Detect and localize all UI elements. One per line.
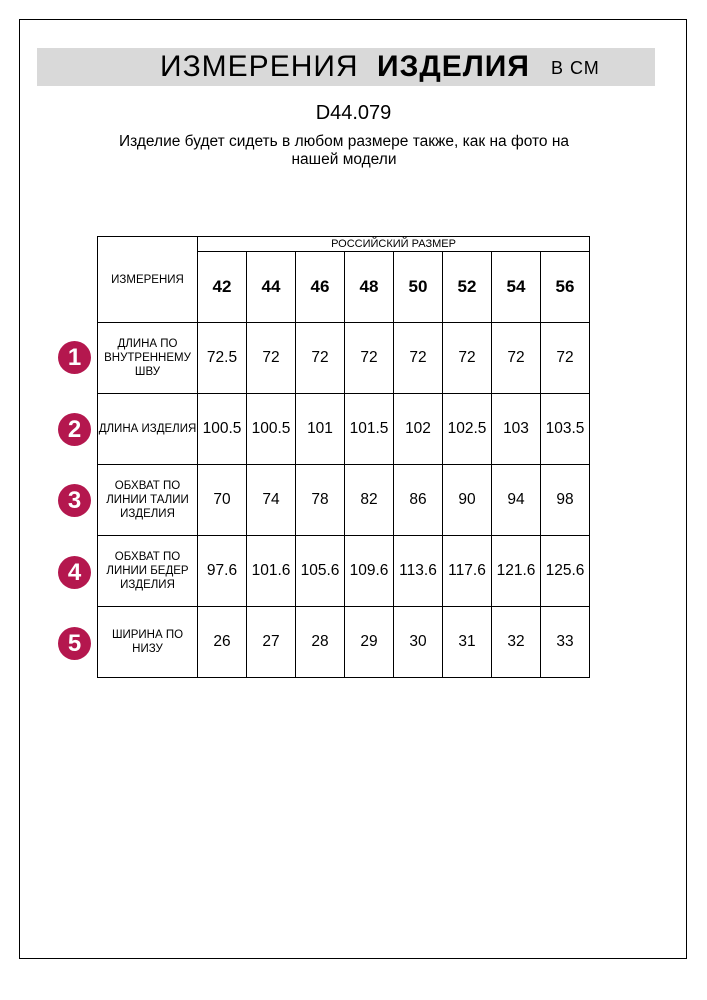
table-cell: 117.6 — [443, 536, 492, 607]
table-row — [98, 323, 590, 394]
table-cell: 98 — [541, 465, 590, 536]
title-unit: В СМ — [551, 58, 600, 78]
size-header: 48 — [345, 252, 394, 323]
table-cell: 100.5 — [198, 394, 247, 465]
row-number-badge: 4 — [58, 556, 91, 589]
table-cell: 70 — [198, 465, 247, 536]
row-number-badge: 3 — [58, 484, 91, 517]
size-header: 56 — [541, 252, 590, 323]
table-cell: 86 — [394, 465, 443, 536]
table-cell: 72.5 — [198, 323, 247, 394]
row-label: ОБХВАТ ПО ЛИНИИ ТАЛИИ ИЗДЕЛИЯ — [98, 465, 198, 536]
measure-header: ИЗМЕРЕНИЯ — [98, 237, 198, 323]
row-number-badge: 5 — [58, 627, 91, 660]
row-number-badge: 1 — [58, 341, 91, 374]
size-header: 50 — [394, 252, 443, 323]
size-header: 54 — [492, 252, 541, 323]
table-cell: 82 — [345, 465, 394, 536]
title-measurements: ИЗМЕРЕНИЯ — [160, 50, 359, 83]
table-cell: 90 — [443, 465, 492, 536]
table-cell: 72 — [394, 323, 443, 394]
table-cell: 105.6 — [296, 536, 345, 607]
table-cell: 72 — [345, 323, 394, 394]
table-cell: 78 — [296, 465, 345, 536]
table-cell: 101.5 — [345, 394, 394, 465]
table-cell: 100.5 — [247, 394, 296, 465]
table-cell: 74 — [247, 465, 296, 536]
table-cell: 32 — [492, 607, 541, 678]
product-code: D44.079 — [315, 102, 392, 124]
row-label: ШИРИНА ПО НИЗУ — [98, 607, 198, 678]
size-header: 44 — [247, 252, 296, 323]
table-cell: 27 — [247, 607, 296, 678]
table-cell: 102.5 — [443, 394, 492, 465]
size-header: 46 — [296, 252, 345, 323]
table-row — [98, 536, 590, 607]
row-number-badge: 2 — [58, 413, 91, 446]
table-cell: 102 — [394, 394, 443, 465]
table-row — [98, 465, 590, 536]
size-header: 42 — [198, 252, 247, 323]
table-cell: 72 — [247, 323, 296, 394]
fit-note: Изделие будет сидеть в любом размере также, как на фото на нашей модели — [118, 133, 570, 168]
row-label: ОБХВАТ ПО ЛИНИИ БЕДЕР ИЗДЕЛИЯ — [98, 536, 198, 607]
table-cell: 121.6 — [492, 536, 541, 607]
table-cell: 72 — [443, 323, 492, 394]
table-cell: 101 — [296, 394, 345, 465]
title-product: ИЗДЕЛИЯ — [377, 50, 530, 83]
size-system-header: РОССИЙСКИЙ РАЗМЕР — [198, 237, 590, 252]
table-cell: 125.6 — [541, 536, 590, 607]
table-cell: 101.6 — [247, 536, 296, 607]
row-label: ДЛИНА ИЗДЕЛИЯ — [98, 394, 198, 465]
table-row — [98, 607, 590, 678]
table-cell: 31 — [443, 607, 492, 678]
table-cell: 97.6 — [198, 536, 247, 607]
table-cell: 30 — [394, 607, 443, 678]
size-table — [97, 236, 590, 678]
table-cell: 28 — [296, 607, 345, 678]
table-header-row — [98, 237, 590, 252]
table-cell: 103 — [492, 394, 541, 465]
table-row — [98, 394, 590, 465]
table-cell: 72 — [492, 323, 541, 394]
row-label: ДЛИНА ПО ВНУТРЕННЕМУ ШВУ — [98, 323, 198, 394]
table-cell: 113.6 — [394, 536, 443, 607]
table-cell: 103.5 — [541, 394, 590, 465]
table-cell: 29 — [345, 607, 394, 678]
table-cell: 72 — [296, 323, 345, 394]
table-cell: 72 — [541, 323, 590, 394]
table-cell: 94 — [492, 465, 541, 536]
table-cell: 109.6 — [345, 536, 394, 607]
table-cell: 26 — [198, 607, 247, 678]
size-header: 52 — [443, 252, 492, 323]
table-cell: 33 — [541, 607, 590, 678]
